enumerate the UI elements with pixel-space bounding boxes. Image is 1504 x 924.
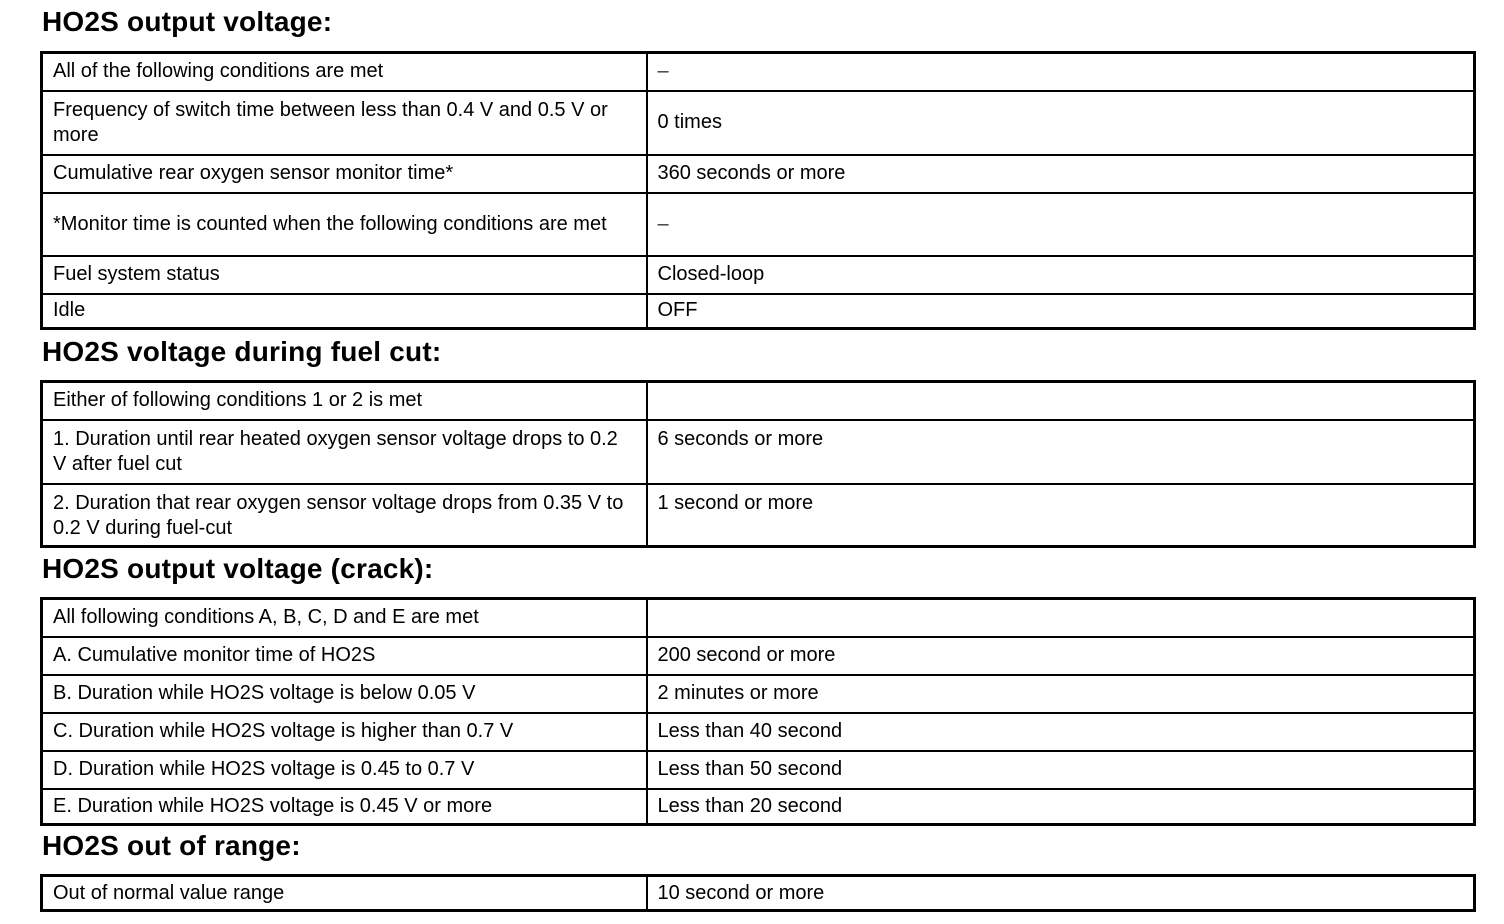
condition-cell: Out of normal value range bbox=[42, 876, 647, 911]
table-row bbox=[42, 193, 1475, 256]
condition-cell: Fuel system status bbox=[42, 256, 647, 294]
section-title-output-voltage: HO2S output voltage: bbox=[42, 6, 333, 37]
condition-cell: C. Duration while HO2S voltage is higher than 0.7 V bbox=[42, 713, 647, 751]
condition-cell: Either of following conditions 1 or 2 is met bbox=[42, 382, 647, 420]
table-row bbox=[42, 91, 1475, 155]
condition-cell: A. Cumulative monitor time of HO2S bbox=[42, 637, 647, 675]
section-title-crack: HO2S output voltage (crack): bbox=[42, 553, 434, 584]
condition-cell: *Monitor time is counted when the following conditions are met bbox=[42, 193, 647, 256]
value-cell: – bbox=[647, 53, 1475, 91]
table-output-voltage bbox=[40, 51, 1476, 330]
section-title-out-of-range: HO2S out of range: bbox=[42, 830, 301, 861]
table-out-of-range bbox=[40, 874, 1476, 912]
table-row bbox=[42, 155, 1475, 193]
value-cell: Closed-loop bbox=[647, 256, 1475, 294]
table-row bbox=[42, 599, 1475, 637]
table-row bbox=[42, 484, 1475, 547]
condition-cell: B. Duration while HO2S voltage is below 0.05 V bbox=[42, 675, 647, 713]
table-row bbox=[42, 420, 1475, 484]
value-cell: OFF bbox=[647, 294, 1475, 329]
value-cell: 200 second or more bbox=[647, 637, 1475, 675]
section-title-fuel-cut: HO2S voltage during fuel cut: bbox=[42, 336, 442, 367]
value-cell: Less than 40 second bbox=[647, 713, 1475, 751]
table-crack bbox=[40, 597, 1476, 826]
value-cell: 6 seconds or more bbox=[647, 420, 1475, 484]
table-row bbox=[42, 53, 1475, 91]
table-row bbox=[42, 256, 1475, 294]
condition-cell: All following conditions A, B, C, D and E are met bbox=[42, 599, 647, 637]
value-cell bbox=[647, 382, 1475, 420]
value-cell: 360 seconds or more bbox=[647, 155, 1475, 193]
condition-cell: All of the following conditions are met bbox=[42, 53, 647, 91]
table-row bbox=[42, 876, 1475, 911]
condition-cell: Cumulative rear oxygen sensor monitor time* bbox=[42, 155, 647, 193]
value-cell: Less than 20 second bbox=[647, 789, 1475, 825]
condition-cell: E. Duration while HO2S voltage is 0.45 V or more bbox=[42, 789, 647, 825]
value-cell: 0 times bbox=[647, 91, 1475, 155]
condition-cell: D. Duration while HO2S voltage is 0.45 to 0.7 V bbox=[42, 751, 647, 789]
table-row bbox=[42, 294, 1475, 329]
value-cell bbox=[647, 599, 1475, 637]
value-cell: 2 minutes or more bbox=[647, 675, 1475, 713]
table-row bbox=[42, 751, 1475, 789]
table-row bbox=[42, 713, 1475, 751]
condition-cell: Frequency of switch time between less than 0.4 V and 0.5 V or more bbox=[42, 91, 647, 155]
table-row bbox=[42, 789, 1475, 825]
table-fuel-cut bbox=[40, 380, 1476, 548]
value-cell: 1 second or more bbox=[647, 484, 1475, 547]
condition-cell: 1. Duration until rear heated oxygen sensor voltage drops to 0.2 V after fuel cut bbox=[42, 420, 647, 484]
table-row bbox=[42, 637, 1475, 675]
value-cell: – bbox=[647, 193, 1475, 256]
table-row bbox=[42, 675, 1475, 713]
value-cell: Less than 50 second bbox=[647, 751, 1475, 789]
condition-cell: Idle bbox=[42, 294, 647, 329]
table-row bbox=[42, 382, 1475, 420]
condition-cell: 2. Duration that rear oxygen sensor voltage drops from 0.35 V to 0.2 V during fuel-cut bbox=[42, 484, 647, 547]
value-cell: 10 second or more bbox=[647, 876, 1475, 911]
